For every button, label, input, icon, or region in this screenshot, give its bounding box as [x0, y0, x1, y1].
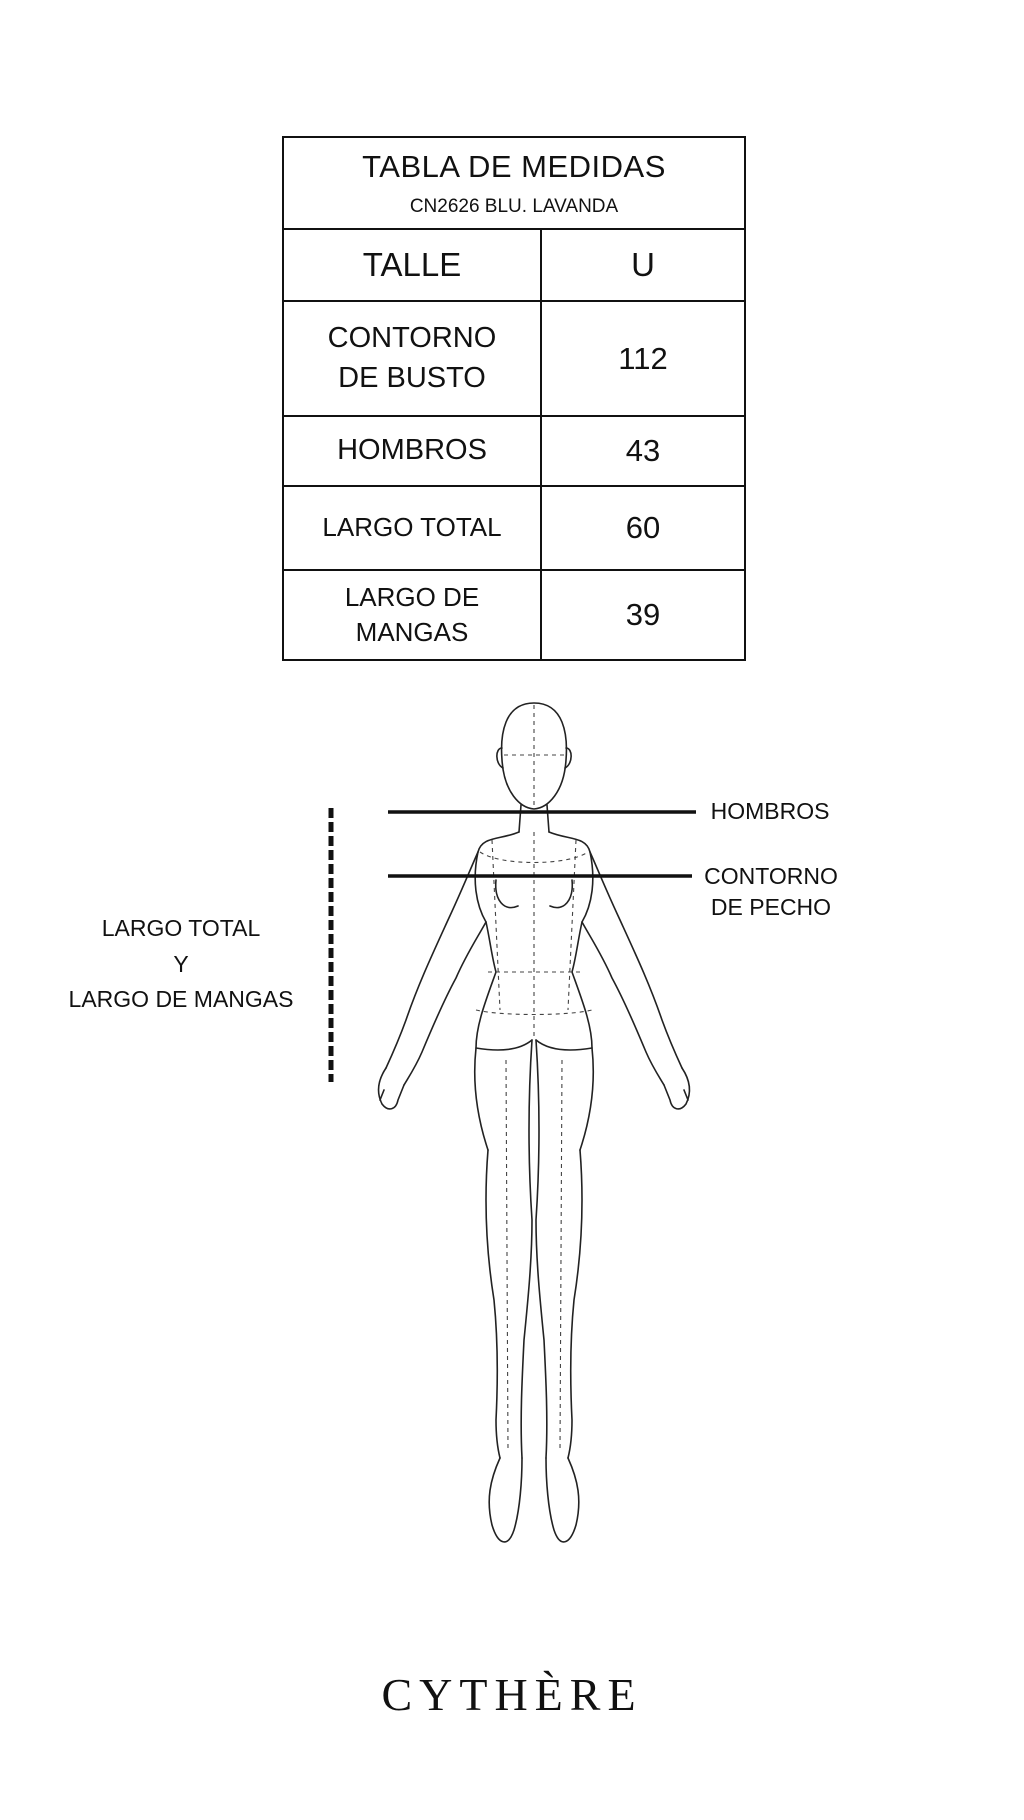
table-subtitle: CN2626 BLU. LAVANDA: [409, 196, 619, 218]
annotation-line: LARGO TOTAL: [101, 915, 261, 941]
annotation-line: LARGO DE MANGAS: [68, 986, 294, 1013]
row-value-mangas: 39: [541, 570, 745, 660]
annotation-line: Y: [173, 950, 189, 977]
body-outline: [379, 703, 690, 1542]
row-label-line: MANGAS: [355, 617, 469, 647]
annotation-line: CONTORNO: [704, 863, 838, 889]
row-label-largo-total: LARGO TOTAL: [283, 486, 541, 570]
annotation-contorno-pecho: [696, 861, 846, 923]
row-value-busto: 112: [541, 301, 745, 416]
row-label-line: CONTORNO: [327, 322, 497, 355]
row-value-largo-total: 60: [541, 486, 745, 570]
brand-logo: CYTHÈRE: [381, 1669, 643, 1720]
row-label-hombros: HOMBROS: [283, 416, 541, 486]
annotation-hombros: HOMBROS: [710, 798, 830, 824]
header-value: U: [541, 229, 745, 301]
annotation-largo: [46, 911, 316, 1018]
construction-lines: [476, 705, 592, 1450]
annotation-line: DE PECHO: [710, 894, 832, 921]
header-label: TALLE: [283, 229, 541, 301]
row-label-line: DE BUSTO: [338, 361, 486, 394]
row-value-hombros: 43: [541, 416, 745, 486]
row-label-line: LARGO DE: [344, 581, 480, 612]
table-title: TABLA DE MEDIDAS: [362, 149, 666, 185]
